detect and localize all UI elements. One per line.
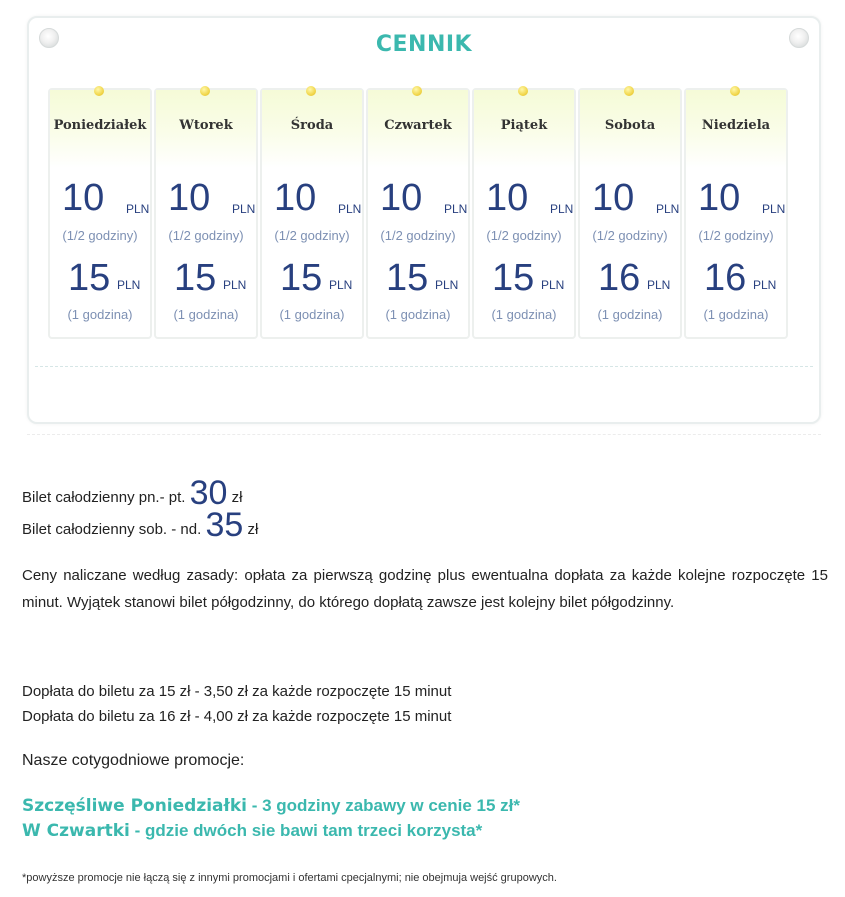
currency-unit: PLN bbox=[223, 278, 247, 292]
half-hour-price: 10 bbox=[168, 177, 211, 219]
half-hour-label: (1/2 godziny) bbox=[380, 228, 456, 243]
thumbtack-icon bbox=[94, 86, 104, 96]
currency-unit: PLN bbox=[541, 278, 565, 292]
currency-unit: PLN bbox=[338, 202, 362, 216]
hour-label: (1 godzina) bbox=[279, 307, 345, 322]
currency-unit: PLN bbox=[444, 202, 468, 216]
currency-unit: PLN bbox=[647, 278, 671, 292]
day-name: Piątek bbox=[500, 118, 548, 133]
half-hour-label: (1/2 godziny) bbox=[486, 228, 562, 243]
currency-unit: PLN bbox=[117, 278, 141, 292]
currency-unit: PLN bbox=[126, 202, 150, 216]
currency-unit: PLN bbox=[232, 202, 256, 216]
half-hour-price: 10 bbox=[274, 177, 317, 219]
ticket-price: 30 bbox=[189, 474, 228, 512]
promo-name: Szczęśliwe Poniedziałki bbox=[22, 796, 247, 816]
half-hour-price: 10 bbox=[592, 177, 635, 219]
thumbtack-icon bbox=[518, 86, 528, 96]
thumbtack-icon bbox=[306, 86, 316, 96]
pricing-rules: Ceny naliczane według zasady: opłata za pierwszą godzinę plus ewentualna dopłata za każde kolejne rozpoczęte 15 minut. Wyjątek stanowi bilet półgodzinny, do którego dopłatą zawsze jest kolejny bilet półgodzinny. bbox=[22, 567, 828, 611]
half-hour-label: (1/2 godziny) bbox=[592, 228, 668, 243]
ticket-unit: zł bbox=[231, 489, 243, 506]
currency-unit: PLN bbox=[329, 278, 353, 292]
day-card-saturday bbox=[578, 88, 682, 339]
hour-price: 15 bbox=[386, 257, 429, 299]
ticket-unit: zł bbox=[247, 521, 259, 538]
day-name: Środa bbox=[290, 118, 334, 133]
page-title: CENNIK bbox=[375, 32, 473, 57]
ticket-label: Bilet całodzienny pn.- pt. bbox=[22, 489, 186, 506]
ticket-label: Bilet całodzienny sob. - nd. bbox=[22, 521, 202, 538]
day-card-thursday bbox=[366, 88, 470, 339]
day-card-sunday bbox=[684, 88, 788, 339]
divider bbox=[35, 366, 813, 367]
half-hour-label: (1/2 godziny) bbox=[698, 228, 774, 243]
hour-price: 15 bbox=[174, 257, 217, 299]
footnote: *powyższe promocje nie łączą się z innymi promocjami i ofertami cpecjalnymi; nie obejmuja wejść grupowych. bbox=[22, 872, 557, 884]
ticket-price: 35 bbox=[205, 506, 244, 544]
surcharge-line: Dopłata do biletu za 15 zł - 3,50 zł za każde rozpoczęte 15 minut bbox=[22, 683, 452, 700]
half-hour-price: 10 bbox=[486, 177, 529, 219]
thumbtack-icon bbox=[730, 86, 740, 96]
promo-monday bbox=[22, 796, 520, 816]
hour-price: 15 bbox=[492, 257, 535, 299]
day-card-tuesday bbox=[154, 88, 258, 339]
day-card-monday bbox=[48, 88, 152, 339]
hour-label: (1 godzina) bbox=[597, 307, 663, 322]
hour-label: (1 godzina) bbox=[703, 307, 769, 322]
surcharge-line: Dopłata do biletu za 16 zł - 4,00 zł za każde rozpoczęte 15 minut bbox=[22, 708, 452, 725]
hour-price: 16 bbox=[598, 257, 641, 299]
thumbtack-icon bbox=[412, 86, 422, 96]
hour-label: (1 godzina) bbox=[67, 307, 133, 322]
hour-label: (1 godzina) bbox=[385, 307, 451, 322]
day-card-wednesday bbox=[260, 88, 364, 339]
half-hour-label: (1/2 godziny) bbox=[274, 228, 350, 243]
hour-label: (1 godzina) bbox=[173, 307, 239, 322]
day-name: Poniedziałek bbox=[53, 118, 147, 133]
promos-heading: Nasze cotygodniowe promocje: bbox=[22, 752, 245, 769]
currency-unit: PLN bbox=[753, 278, 777, 292]
day-name: Sobota bbox=[604, 118, 656, 133]
half-hour-price: 10 bbox=[62, 177, 105, 219]
half-hour-price: 10 bbox=[380, 177, 423, 219]
ticket-weekend bbox=[22, 506, 258, 545]
currency-unit: PLN bbox=[656, 202, 680, 216]
divider bbox=[27, 434, 821, 435]
thumbtack-icon bbox=[200, 86, 210, 96]
hour-price: 15 bbox=[280, 257, 323, 299]
half-hour-price: 10 bbox=[698, 177, 741, 219]
promo-text: - gdzie dwóch sie bawi tam trzeci korzysta* bbox=[129, 821, 483, 840]
hour-label: (1 godzina) bbox=[491, 307, 557, 322]
half-hour-label: (1/2 godziny) bbox=[62, 228, 138, 243]
hour-price: 15 bbox=[68, 257, 111, 299]
promo-name: W Czwartki bbox=[22, 821, 130, 841]
currency-unit: PLN bbox=[762, 202, 786, 216]
day-card-friday bbox=[472, 88, 576, 339]
day-name: Niedziela bbox=[701, 118, 771, 133]
hour-price: 16 bbox=[704, 257, 747, 299]
promo-text: - 3 godziny zabawy w cenie 15 zł* bbox=[246, 796, 520, 815]
currency-unit: PLN bbox=[435, 278, 459, 292]
half-hour-label: (1/2 godziny) bbox=[168, 228, 244, 243]
currency-unit: PLN bbox=[550, 202, 574, 216]
thumbtack-icon bbox=[624, 86, 634, 96]
day-name: Wtorek bbox=[179, 118, 233, 133]
promo-thursday bbox=[22, 821, 482, 841]
day-name: Czwartek bbox=[384, 118, 452, 133]
